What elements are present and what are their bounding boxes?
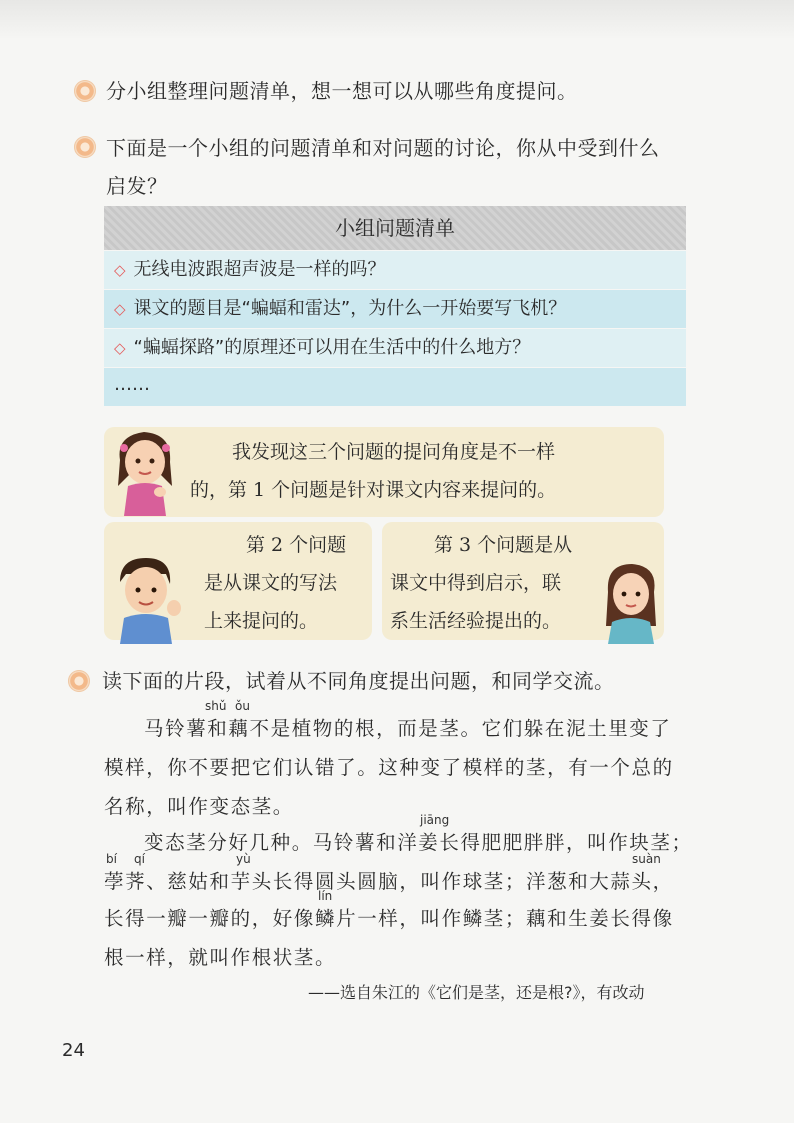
- question-item: ◇ 课文的题目是“蝙蝠和雷达”，为什么一开始要写飞机？: [104, 289, 686, 328]
- pinyin-ou: ǒu: [235, 699, 250, 713]
- pinyin-shu: shǔ: [205, 699, 227, 713]
- boy-speech-line-3: 上来提问的。: [204, 610, 319, 632]
- source-citation: ——选自朱江的《它们是茎，还是根?》，有改动: [308, 983, 645, 1002]
- instruction-2-line-1: 下面是一个小组的问题清单和对问题的讨论，你从中受到什么: [106, 136, 660, 160]
- instruction-3: 读下面的片段，试着从不同角度提出问题，和同学交流。: [102, 669, 615, 693]
- pinyin-suan: suàn: [632, 852, 661, 866]
- boy-speech-line-2: 是从课文的写法: [204, 572, 338, 594]
- question-item: ◇ 无线电波跟超声波是一样的吗？: [104, 250, 686, 289]
- question-ellipsis: ……: [104, 367, 686, 406]
- diamond-icon: ◇: [114, 261, 126, 279]
- girl-2-speech-line-2: 课文中得到启示，联: [390, 572, 562, 594]
- instruction-2-line-2: 启发？: [106, 174, 168, 198]
- passage-p2-line-3: 长得一瓣一瓣的，好像鳞片一样，叫作鳞茎；藕和生姜长得像: [104, 907, 674, 930]
- passage-p2-line-4: 根一样，就叫作根状茎。: [104, 946, 337, 969]
- question-list: [104, 206, 686, 404]
- boy-speech-line-1: 第 2 个问题: [246, 534, 347, 556]
- pinyin-lin: lín: [318, 889, 333, 903]
- passage-p1-line-3: 名称，叫作变态茎。: [104, 795, 294, 818]
- girl-avatar-icon: [110, 426, 180, 516]
- pinyin-bi: bí: [106, 852, 117, 866]
- boy-avatar-icon: [106, 552, 186, 644]
- top-shadow: [0, 0, 794, 40]
- question-list-title: 小组问题清单: [104, 206, 686, 250]
- girl-speech-line-2: 的，第 1 个问题是针对课文内容来提问的。: [190, 479, 557, 501]
- girl-2-avatar-icon: [596, 556, 666, 644]
- instruction-1: 分小组整理问题清单，想一想可以从哪些角度提问。: [106, 79, 578, 103]
- diamond-icon: ◇: [114, 339, 126, 357]
- flower-bullet-icon: [74, 136, 96, 158]
- passage-p2-line-2: 荸荠、慈姑和芋头长得圆头圆脑，叫作球茎；洋葱和大蒜头，: [104, 870, 674, 893]
- flower-bullet-icon: [74, 80, 96, 102]
- pinyin-qi: qí: [134, 852, 145, 866]
- pinyin-jiang: jiāng: [420, 813, 450, 827]
- pinyin-yu: yù: [236, 852, 251, 866]
- girl-speech-line-1: 我发现这三个问题的提问角度是不一样: [232, 441, 556, 463]
- question-item: ◇ “蝙蝠探路”的原理还可以用在生活中的什么地方？: [104, 328, 686, 367]
- passage-p1-line-2: 模样，你不要把它们认错了。这种变了模样的茎，有一个总的: [104, 756, 674, 779]
- page-number: 24: [62, 1040, 85, 1061]
- passage-p1-line-1: 马铃薯和藕不是植物的根，而是茎。它们躲在泥土里变了: [144, 717, 672, 740]
- girl-2-speech-line-3: 系生活经验提出的。: [390, 610, 562, 632]
- diamond-icon: ◇: [114, 300, 126, 318]
- flower-bullet-icon: [68, 670, 90, 692]
- passage-p2-line-1: 变态茎分好几种。马铃薯和洋姜长得肥肥胖胖，叫作块茎；: [144, 831, 693, 854]
- girl-2-speech-line-1: 第 3 个问题是从: [434, 534, 573, 556]
